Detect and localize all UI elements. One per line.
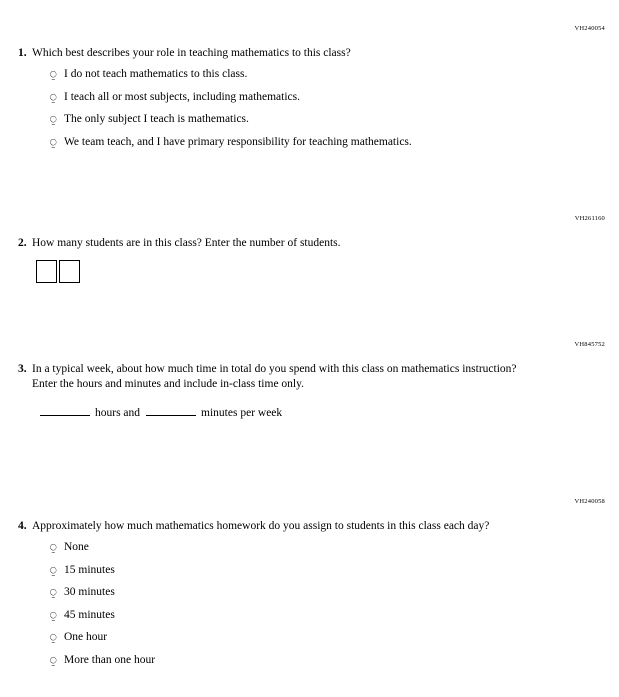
option-4-3[interactable] xyxy=(50,585,605,600)
option-label: I do not teach mathematics to this class. xyxy=(64,68,248,80)
radio-bubble-icon[interactable]: ⍜ xyxy=(50,90,57,104)
option-4-5[interactable] xyxy=(50,630,605,645)
question-1-options xyxy=(14,67,605,150)
question-4 xyxy=(14,519,605,675)
radio-bubble-icon[interactable]: ⍜ xyxy=(50,135,57,149)
option-label: 45 minutes xyxy=(64,608,115,621)
answer-box[interactable] xyxy=(36,260,57,283)
option-1-4[interactable] xyxy=(50,135,605,150)
radio-bubble-icon[interactable]: ⍜ xyxy=(50,68,57,81)
hours-label: hours and xyxy=(95,407,141,419)
option-label: 15 minutes xyxy=(64,563,115,576)
minutes-label: minutes per week xyxy=(201,407,283,419)
option-1-1[interactable] xyxy=(50,67,605,82)
question-2-text: How many students are in this class? Enter the number of students. xyxy=(32,237,341,249)
radio-bubble-icon[interactable]: ⍜ xyxy=(50,631,57,644)
option-4-6[interactable] xyxy=(50,653,605,668)
question-3-answer-line xyxy=(14,404,605,421)
question-4-stem xyxy=(14,519,605,534)
question-1-stem xyxy=(14,46,605,61)
question-3 xyxy=(14,362,605,421)
option-4-1[interactable] xyxy=(50,540,605,555)
radio-bubble-icon[interactable]: ⍜ xyxy=(50,653,57,667)
radio-bubble-icon[interactable]: ⍜ xyxy=(50,563,57,577)
question-2-answer-boxes[interactable] xyxy=(14,260,605,283)
answer-box[interactable] xyxy=(59,260,80,283)
option-label: More than one hour xyxy=(64,653,156,666)
option-label: 30 minutes xyxy=(64,586,115,598)
option-4-2[interactable] xyxy=(50,563,605,578)
question-3-text: In a typical week, about how much time in total do you spend with this class on mathematics instruction? Enter the hours and minutes and include in-class time only. xyxy=(32,363,517,390)
item-code-3: VH845752 xyxy=(574,341,605,348)
option-1-3[interactable] xyxy=(50,112,605,127)
option-label: We team teach, and I have primary responsibility for teaching mathematics. xyxy=(64,135,412,148)
radio-bubble-icon[interactable]: ⍜ xyxy=(50,586,57,599)
question-2-number: 2. xyxy=(18,237,27,249)
radio-bubble-icon[interactable]: ⍜ xyxy=(50,541,57,554)
option-label: None xyxy=(64,541,89,553)
question-4-options xyxy=(14,540,605,668)
question-3-stem xyxy=(14,362,605,392)
question-1 xyxy=(14,46,605,157)
option-label: I teach all or most subjects, including mathematics. xyxy=(64,90,301,103)
question-1-text: Which best describes your role in teaching mathematics to this class? xyxy=(32,47,351,59)
option-label: One hour xyxy=(64,631,108,643)
item-code-1: VH240054 xyxy=(574,25,605,32)
item-code-4: VH240058 xyxy=(574,498,605,505)
question-4-text: Approximately how much mathematics homework do you assign to students in this class each day? xyxy=(32,520,490,532)
radio-bubble-icon[interactable]: ⍜ xyxy=(50,113,57,126)
hours-blank-input[interactable] xyxy=(40,404,90,416)
question-1-number: 1. xyxy=(18,47,27,59)
question-4-number: 4. xyxy=(18,520,27,532)
question-3-number: 3. xyxy=(18,363,27,375)
question-2-stem xyxy=(14,236,605,251)
radio-bubble-icon[interactable]: ⍜ xyxy=(50,608,57,622)
item-code-2: VH261160 xyxy=(574,215,605,222)
option-4-4[interactable] xyxy=(50,608,605,623)
option-1-2[interactable] xyxy=(50,90,605,105)
question-2 xyxy=(14,236,605,283)
option-label: The only subject I teach is mathematics. xyxy=(64,113,249,125)
minutes-blank-input[interactable] xyxy=(146,404,196,416)
